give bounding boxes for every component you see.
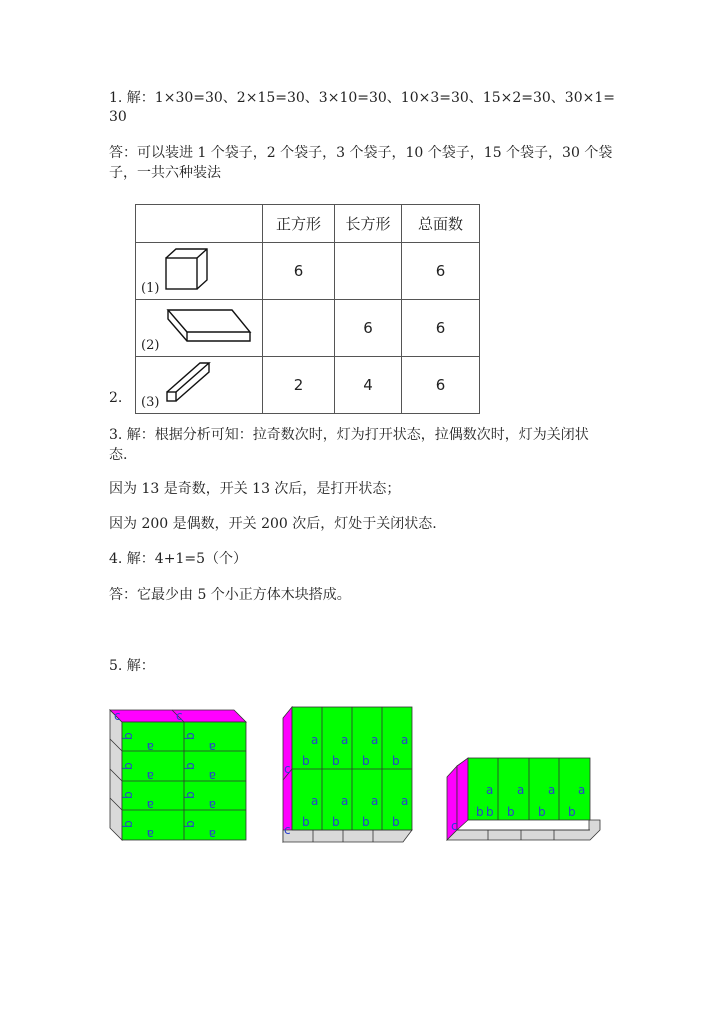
shape-cell — [136, 243, 263, 300]
face-letter: b — [362, 754, 370, 768]
row-label: (2) — [141, 338, 160, 353]
face-letter: b — [183, 791, 197, 799]
square-count: 6 — [263, 243, 335, 300]
face-letter: a — [311, 794, 319, 808]
q4-line-2: 答：它最少由 5 个小正方体木块搭成。 — [109, 587, 351, 603]
face-letter: b — [476, 805, 484, 819]
face-letter: a — [146, 740, 154, 754]
q2-number: 2. — [109, 390, 123, 406]
face-letter: a — [208, 740, 216, 754]
face-letter: a — [517, 783, 525, 797]
shape-cell — [136, 357, 263, 414]
total-count: 6 — [402, 243, 480, 300]
face-letter: c — [284, 762, 291, 776]
arrangement-figure-2 — [283, 707, 412, 842]
face-letter: a — [341, 733, 349, 747]
face-letter: b — [183, 732, 197, 740]
face-letter: a — [146, 769, 154, 783]
face-letter: a — [578, 783, 586, 797]
table-row — [136, 357, 480, 414]
q3-line-1: 3. 解：根据分析可知：拉奇数次时，灯为打开状态，拉偶数次时，灯为关闭状 — [109, 427, 589, 443]
q3-line-2: 态. — [109, 447, 128, 463]
faces-table — [135, 204, 480, 414]
face-letter: a — [311, 733, 319, 747]
face-letter: a — [401, 794, 409, 808]
q1-line-1: 1. 解：1×30=30、2×15=30、3×10=30、10×3=30、15×2=30、30×1= — [109, 90, 615, 106]
table-header-row — [136, 205, 480, 243]
q5-line-1: 5. 解： — [109, 658, 155, 674]
face-letter: b — [332, 815, 340, 829]
face-letter: b — [507, 805, 515, 819]
face-letter: c — [114, 709, 121, 723]
total-count: 6 — [402, 300, 480, 357]
rectangle-count: 6 — [335, 300, 402, 357]
total-count: 6 — [402, 357, 480, 414]
row-label: (3) — [141, 395, 160, 410]
face-letter: b — [332, 754, 340, 768]
q1-answer-line-2: 子，一共六种装法 — [109, 165, 221, 181]
face-letter: a — [371, 794, 379, 808]
face-letter: b — [121, 732, 135, 740]
table-header-square: 正方形 — [263, 205, 335, 243]
table-row — [136, 300, 480, 357]
face-letter: b — [183, 820, 197, 828]
face-letter: c — [284, 823, 291, 837]
square-count: 2 — [263, 357, 335, 414]
face-letter: b — [121, 791, 135, 799]
face-letter: b — [486, 805, 494, 819]
face-letter: a — [208, 769, 216, 783]
face-letter: b — [183, 762, 197, 770]
face-letter: a — [401, 733, 409, 747]
face-letter: b — [568, 805, 576, 819]
face-letter: c — [451, 819, 458, 833]
face-letter: b — [121, 762, 135, 770]
rectangle-count — [335, 243, 402, 300]
face-letter: c — [176, 709, 183, 723]
face-letter: b — [392, 754, 400, 768]
face-letter: a — [208, 827, 216, 841]
face-letter: a — [146, 798, 154, 812]
q1-line-2: 30 — [109, 109, 127, 125]
cube-arrangement-figures — [0, 700, 720, 860]
rectangle-count: 4 — [335, 357, 402, 414]
table-header-blank — [136, 205, 263, 243]
table-header-rectangle: 长方形 — [335, 205, 402, 243]
face-letter: a — [208, 798, 216, 812]
face-letter: b — [302, 754, 310, 768]
face-letter: a — [548, 783, 556, 797]
q4-line-1: 4. 解：4+1=5（个） — [109, 551, 247, 567]
face-letter: b — [538, 805, 546, 819]
square-count — [263, 300, 335, 357]
face-letter: a — [341, 794, 349, 808]
face-letter: b — [121, 820, 135, 828]
face-letter: b — [302, 815, 310, 829]
q3-line-4: 因为 200 是偶数，开关 200 次后，灯处于关闭状态. — [109, 516, 437, 532]
shape-cell — [136, 300, 263, 357]
row-label: (1) — [141, 281, 160, 296]
face-letter: b — [392, 815, 400, 829]
face-letter: a — [486, 783, 494, 797]
table-header-total: 总面数 — [402, 205, 480, 243]
face-letter: a — [371, 733, 379, 747]
q1-answer-line-1: 答：可以装进 1 个袋子，2 个袋子，3 个袋子，10 个袋子，15 个袋子，30 个袋 — [109, 145, 613, 161]
arrangement-figure-3 — [447, 758, 600, 840]
arrangement-figure-1 — [110, 709, 246, 841]
q3-line-3: 因为 13 是奇数，开关 13 次后，是打开状态； — [109, 481, 401, 497]
table-row — [136, 243, 480, 300]
face-letter: b — [362, 815, 370, 829]
face-letter: a — [146, 827, 154, 841]
